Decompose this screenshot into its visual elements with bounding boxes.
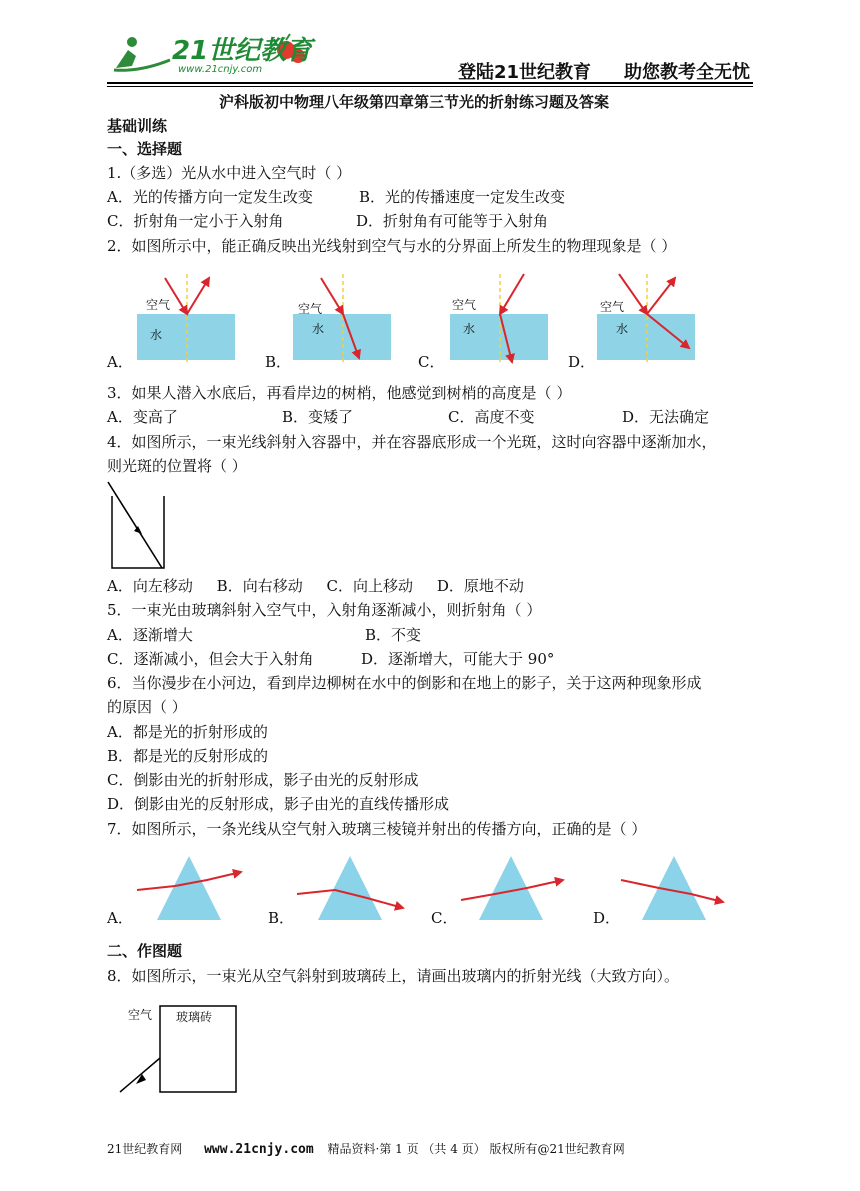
q1-option-a: A．光的传播方向一定发生改变 [107, 188, 313, 206]
q6-stem-2: 的原因（ ） [107, 698, 187, 716]
q5-option-d: D．逐渐增大，可能大于 90° [361, 650, 555, 668]
page-title: 沪科版初中物理八年级第四章第三节光的折射练习题及答案 [219, 93, 610, 111]
q6-stem-1: 6．当你漫步在小河边，看到岸边柳树在水中的倒影和在地上的影子，关于这两种现象形成 [107, 674, 702, 692]
q7-prism-a [137, 856, 241, 920]
q2-figure-b [293, 274, 391, 364]
q1-option-d: D．折射角有可能等于入射角 [356, 212, 549, 230]
q4-stem-1: 4．如图所示，一束光线斜射入容器中，并在容器底形成一个光斑，这时向容器中逐渐加水， [107, 433, 717, 451]
q5-option-c: C．逐渐减小，但会大于入射角 [107, 650, 314, 668]
q4-options: A．向左移动 B．向右移动 C．向上移动 D．原地不动 [107, 577, 524, 595]
q1-option-c: C．折射角一定小于入射角 [107, 212, 284, 230]
q2-figure-a [137, 274, 235, 364]
q7-label-d: D． [593, 909, 621, 927]
q7-label-c: C． [431, 909, 458, 927]
logo-text: 21世纪教育 [172, 36, 313, 66]
q6-option-b: B．都是光的反射形成的 [107, 747, 269, 765]
q7-prism-c [461, 856, 563, 920]
q2a-air-label: 空气 [146, 298, 171, 312]
footer-site-link[interactable]: www.21cnjy.com [204, 1142, 314, 1157]
q2-figure-c [450, 274, 548, 364]
q2c-air-label: 空气 [452, 298, 477, 312]
q8-stem: 8．如图所示，一束光从空气斜射到玻璃砖上，请画出玻璃内的折射光线（大致方向）。 [107, 967, 680, 985]
q2a-water-label: 水 [150, 328, 163, 342]
q3-option-b: B．变矮了 [282, 408, 354, 426]
q6-option-c: C．倒影由光的折射形成，影子由光的反射形成 [107, 771, 419, 789]
q2d-water-label: 水 [616, 322, 629, 336]
q3-option-c: C．高度不变 [448, 408, 535, 426]
q7-stem: 7．如图所示，一条光线从空气射入玻璃三棱镜并射出的传播方向，正确的是（ ） [107, 820, 647, 838]
q2d-air-label: 空气 [600, 300, 625, 314]
q5-option-a: A．逐渐增大 [107, 626, 193, 644]
q5-stem: 5．一束光由玻璃斜射入空气中，入射角逐渐减小，则折射角（ ） [107, 601, 542, 619]
header-slogan-1: 登陆21世纪教育 [458, 62, 592, 83]
q1-stem: 1.（多选）光从水中进入空气时（ ） [107, 164, 352, 182]
q7-label-a: A． [107, 909, 133, 927]
q7-prism-d [621, 856, 723, 920]
q2-figure-d [597, 274, 695, 364]
q7-prism-b [297, 856, 403, 920]
logo-url: www.21cnjy.com [178, 64, 263, 75]
header-rule [107, 82, 753, 84]
q4-figure [104, 480, 170, 572]
header-rule-thin [107, 86, 753, 87]
header-slogan-2: 助您教考全无忧 [624, 62, 750, 83]
q7-figures [107, 850, 747, 926]
q8-air-label: 空气 [128, 1008, 153, 1022]
q4-stem-2: 则光斑的位置将（ ） [107, 457, 247, 475]
q2c-water-label: 水 [463, 322, 476, 336]
section-drawing: 二、作图题 [107, 942, 183, 960]
q1-option-b: B．光的传播速度一定发生改变 [359, 188, 566, 206]
q3-option-d: D．无法确定 [622, 408, 710, 426]
q6-option-d: D．倒影由光的反射形成，影子由光的直线传播形成 [107, 795, 450, 813]
footer [107, 1140, 767, 1157]
section-basic: 基础训练 [107, 117, 168, 135]
q2-label-d: D． [568, 353, 596, 371]
q3-stem: 3．如果人潜入水底后，再看岸边的树梢，他感觉到树梢的高度是（ ） [107, 384, 572, 402]
q3-option-a: A．变高了 [107, 408, 178, 426]
q2b-air-label: 空气 [298, 302, 323, 316]
q6-option-a: A．都是光的折射形成的 [107, 723, 268, 741]
footer-page-info: 精品资料·第 1 页 （共 4 页） 版权所有@21世纪教育网 [327, 1142, 625, 1156]
section-choice: 一、选择题 [107, 140, 183, 158]
q2-label-b: B． [265, 353, 292, 371]
q5-option-b: B．不变 [365, 626, 422, 644]
q2b-water-label: 水 [312, 322, 325, 336]
q7-label-b: B． [268, 909, 295, 927]
q2-stem: 2．如图所示中，能正确反映出光线射到空气与水的分界面上所发生的物理现象是（ ） [107, 237, 677, 255]
q2-label-a: A． [107, 353, 133, 371]
footer-left: 21世纪教育网 [107, 1142, 183, 1156]
q2-label-c: C． [418, 353, 445, 371]
q8-glass-label: 玻璃砖 [176, 1010, 213, 1024]
